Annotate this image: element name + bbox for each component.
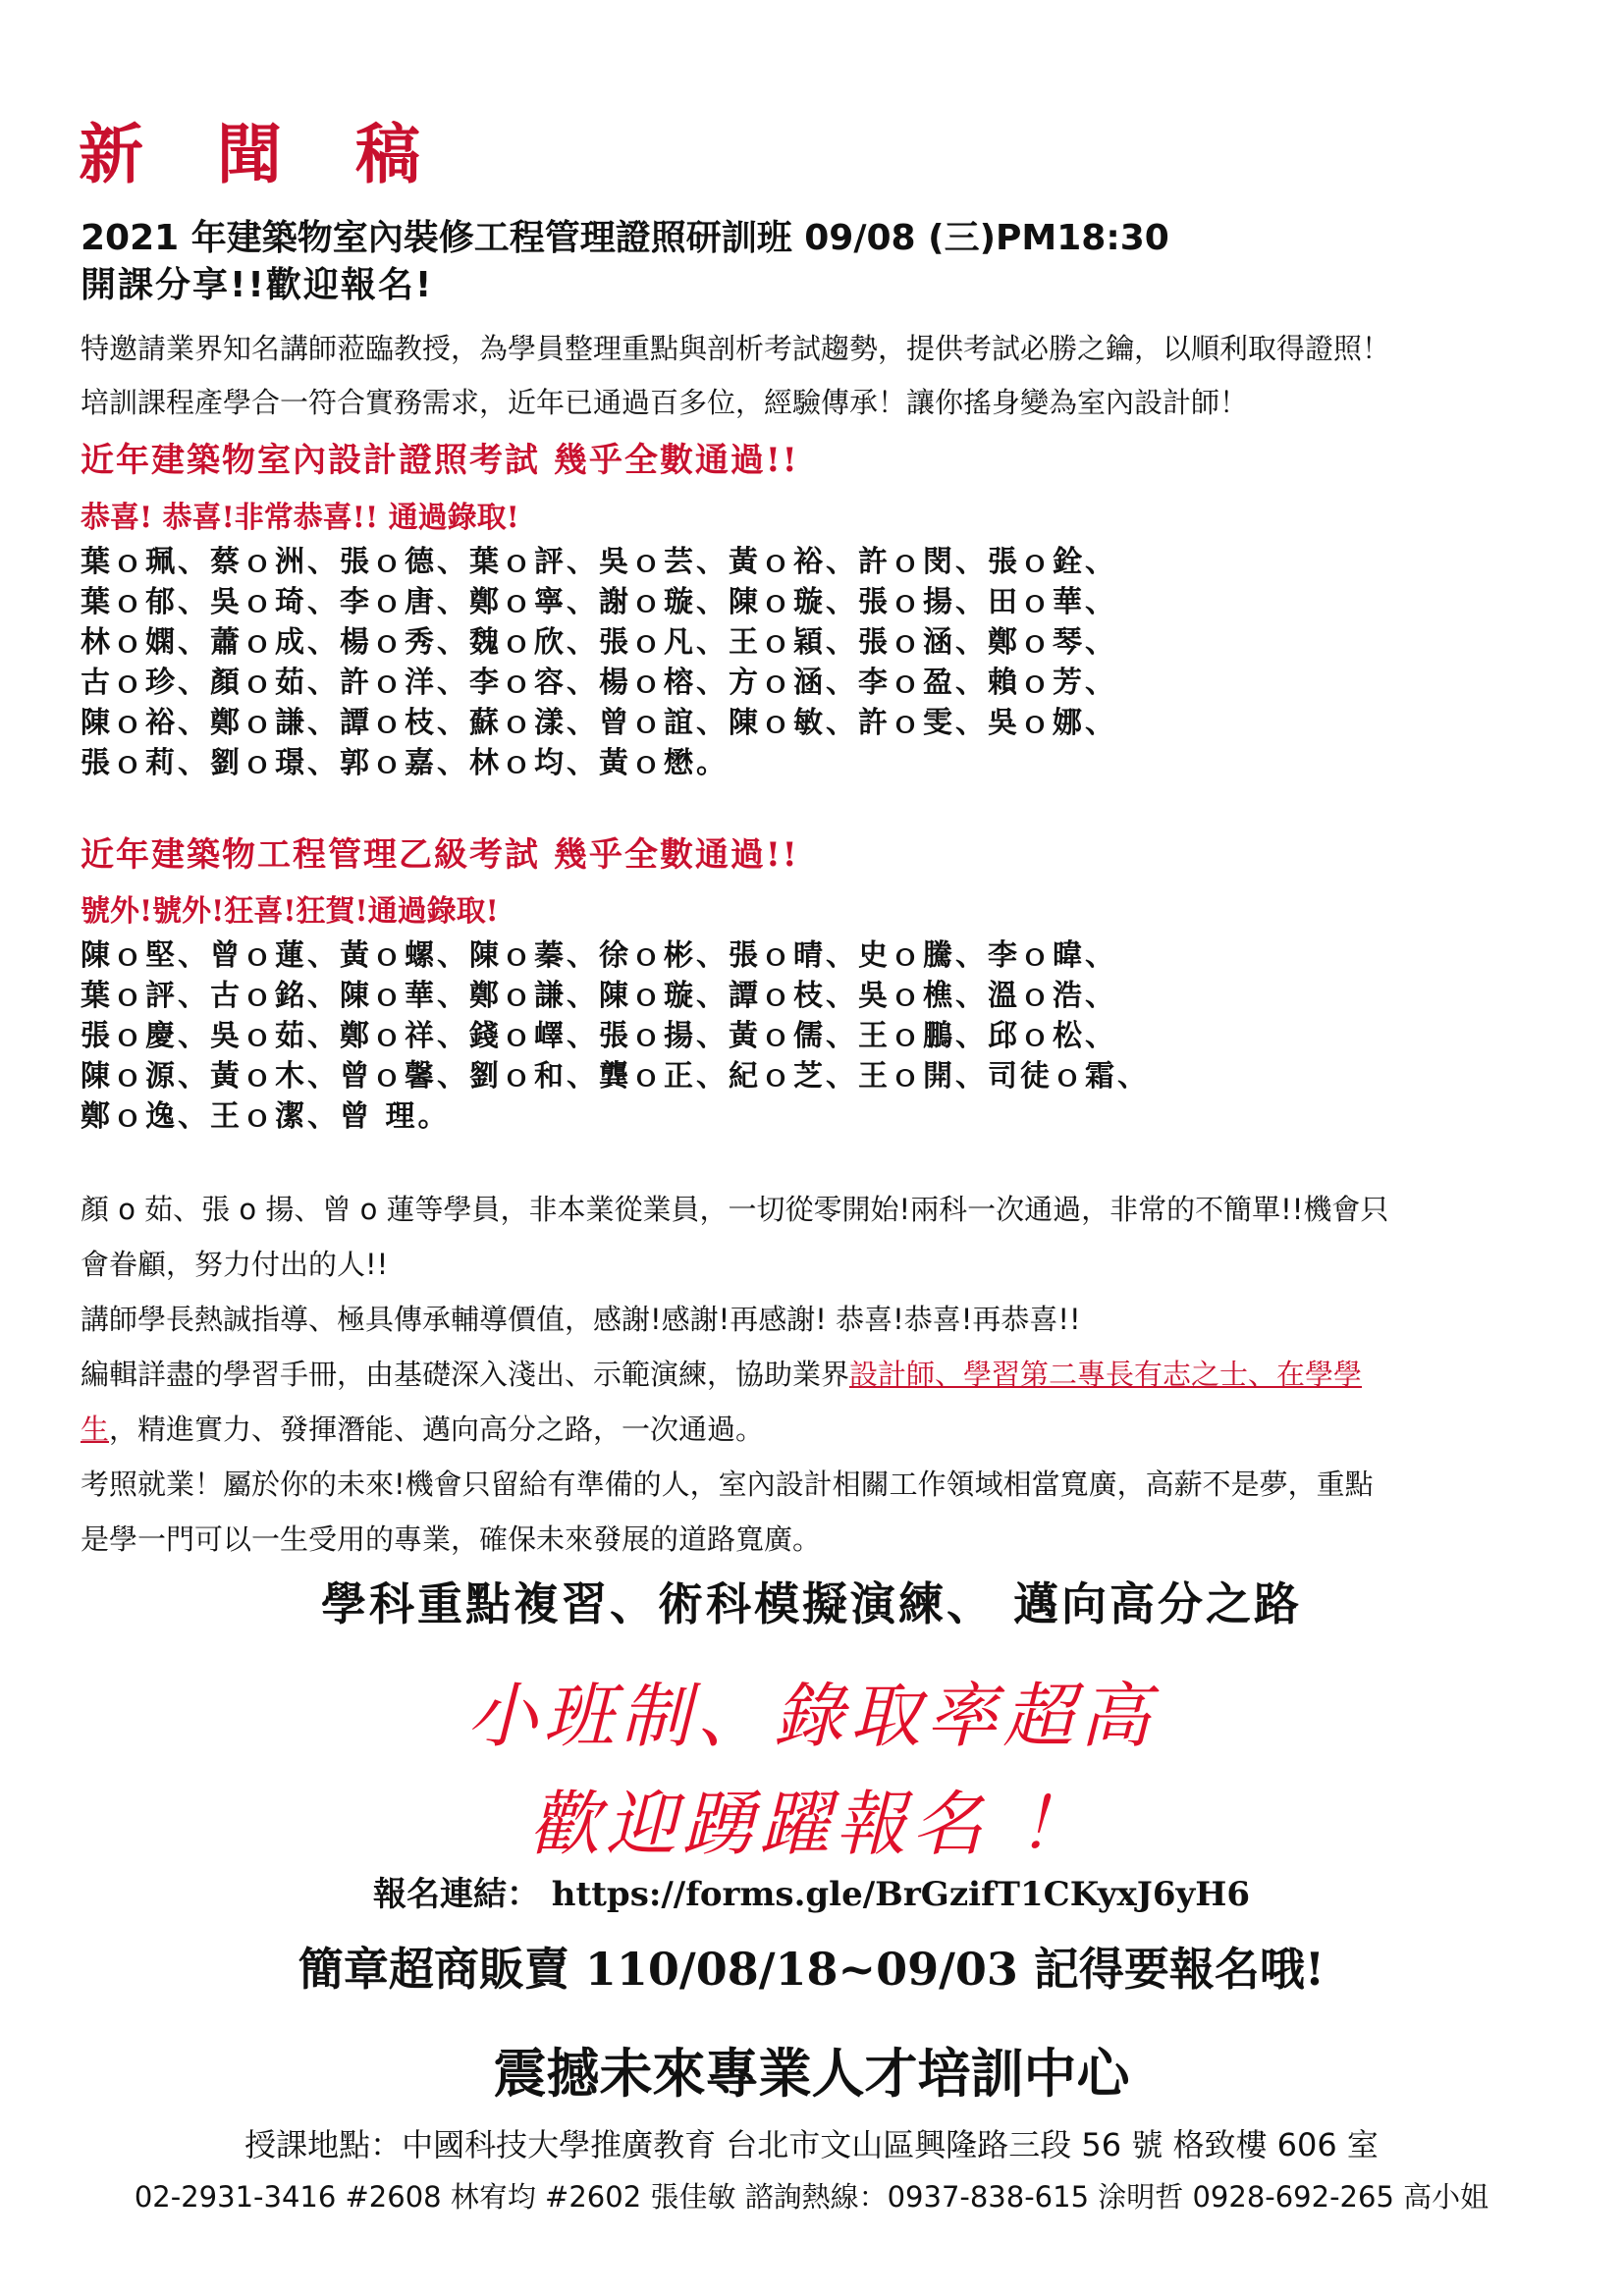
intro-paragraph-1: 特邀請業界知名講師蒞臨教授，為學員整理重點與剖析考試趨勢，提供考試必勝之鑰，以順利取得證照！ <box>81 332 1391 365</box>
section2-subheading: 號外!號外!狂喜!狂賀!通過錄取! <box>81 894 499 929</box>
sale-info: 簡章超商販賣 110/08/18~09/03 記得要報名哦! <box>298 1943 1325 1996</box>
para3-highlight: 設計師、學習第二專長有志之士、在學學 <box>849 1358 1363 1391</box>
para3-highlight: 生 <box>81 1413 110 1446</box>
section1-names-line: 陳ｏ裕、鄭ｏ謙、譚ｏ枝、蘇ｏ漾、曾ｏ誼、陳ｏ敏、許ｏ雯、吳ｏ娜、 <box>81 706 1117 740</box>
contact-info: 02-2931-3416 #2608 林宥均 #2602 張佳敏 諮詢熱線：0937-838-615 涂明哲 0928-692-265 高小姐 <box>134 2180 1489 2214</box>
para1-line1: 顏 o 茹、張 o 揚、曾 o 蓮等學員，非本業從業員，一切從零開始!兩科一次通過，非常的不簡單!!機會只 <box>81 1193 1389 1226</box>
para4-line1: 考照就業！屬於你的未來!機會只留給有準備的人，室內設計相關工作領域相當寬廣，高薪不是夢，重點 <box>81 1468 1374 1501</box>
section2-names-line: 陳ｏ源、黃ｏ木、曾ｏ馨、劉ｏ和、龔ｏ正、紀ｏ芝、王ｏ開、司徒ｏ霜、 <box>81 1059 1150 1094</box>
section2-names-line: 葉ｏ評、古ｏ銘、陳ｏ華、鄭ｏ謙、陳ｏ璇、譚ｏ枝、吳ｏ樵、溫ｏ浩、 <box>81 979 1117 1013</box>
section1-names-line: 林ｏ嫻、蕭ｏ成、楊ｏ秀、魏ｏ欣、張ｏ凡、王ｏ穎、張ｏ涵、鄭ｏ琴、 <box>81 625 1117 660</box>
signup-label: 報名連結： <box>372 1875 540 1914</box>
para3-text: 編輯詳盡的學習手冊，由基礎深入淺出、示範演練，協助業界 <box>81 1358 850 1391</box>
section1-heading: 近年建築物室內設計證照考試 幾乎全數通過!! <box>81 441 799 480</box>
promo-line2: 歡迎踴躍報名 ！ <box>529 1783 1094 1865</box>
section2-names-line: 鄭ｏ逸、王ｏ潔、曾 理。 <box>81 1099 451 1134</box>
para3-text: ，精進實力、發揮潛能、邁向高分之路，一次通過。 <box>109 1413 765 1446</box>
section1-subheading: 恭喜! 恭喜!非常恭喜!! 通過錄取! <box>81 501 519 535</box>
promo-line1: 小班制、錄取率超高 <box>466 1675 1157 1757</box>
para4-line2: 是學一門可以一生受用的專業，確保未來發展的道路寬廣。 <box>81 1522 822 1556</box>
location-info: 授課地點：中國科技大學推廣教育 台北市文山區興隆路三段 56 號 格致樓 606 室 <box>244 2126 1379 2163</box>
section2-names-line: 張ｏ慶、吳ｏ茹、鄭ｏ祥、錢ｏ嶧、張ｏ揚、黃ｏ儒、王ｏ鵬、邱ｏ松、 <box>81 1019 1117 1053</box>
para3-line2 <box>81 1408 764 1448</box>
section2-names-line: 陳ｏ堅、曾ｏ蓮、黃ｏ螺、陳ｏ蓁、徐ｏ彬、張ｏ晴、史ｏ騰、李ｏ暐、 <box>81 938 1117 973</box>
section2-heading: 近年建築物工程管理乙級考試 幾乎全數通過!! <box>81 835 799 875</box>
page-title: 新 聞 稿 <box>79 116 446 192</box>
para1-line2: 會眷顧，努力付出的人!! <box>81 1248 389 1281</box>
section1-names-line: 葉ｏ珮、蔡ｏ洲、張ｏ德、葉ｏ評、吳ｏ芸、黃ｏ裕、許ｏ閔、張ｏ銓、 <box>81 545 1117 579</box>
slogan: 學科重點複習、術科模擬演練、 邁向高分之路 <box>320 1577 1302 1630</box>
para3-line1 <box>81 1353 1362 1393</box>
section1-names-line: 葉ｏ郁、吳ｏ琦、李ｏ唐、鄭ｏ寧、謝ｏ璇、陳ｏ璇、張ｏ揚、田ｏ華、 <box>81 585 1117 619</box>
headline-line2: 開課分享!!歡迎報名! <box>81 265 434 305</box>
intro-paragraph-2: 培訓課程產學合一符合實務需求，近年已通過百多位，經驗傳承！讓你搖身變為室內設計師！ <box>81 386 1249 419</box>
headline-line1: 2021 年建築物室內裝修工程管理證照研訓班 09/08 (三)PM18:30 <box>81 218 1169 258</box>
signup-line <box>0 1867 1623 1915</box>
para2: 講師學長熱誠指導、極具傳承輔導價值，感謝!感謝!再感謝! 恭喜!恭喜!再恭喜!! <box>81 1303 1081 1336</box>
section1-names-line: 古ｏ珍、顏ｏ茹、許ｏ洋、李ｏ容、楊ｏ榕、方ｏ涵、李ｏ盈、賴ｏ芳、 <box>81 666 1117 700</box>
signup-link[interactable]: https://forms.gle/BrGzifT1CKyxJ6yH6 <box>551 1875 1251 1914</box>
section1-names-line: 張ｏ莉、劉ｏ璟、郭ｏ嘉、林ｏ均、黃ｏ懋。 <box>81 746 729 780</box>
organization-name: 震撼未來專業人才培訓中心 <box>493 2043 1130 2105</box>
